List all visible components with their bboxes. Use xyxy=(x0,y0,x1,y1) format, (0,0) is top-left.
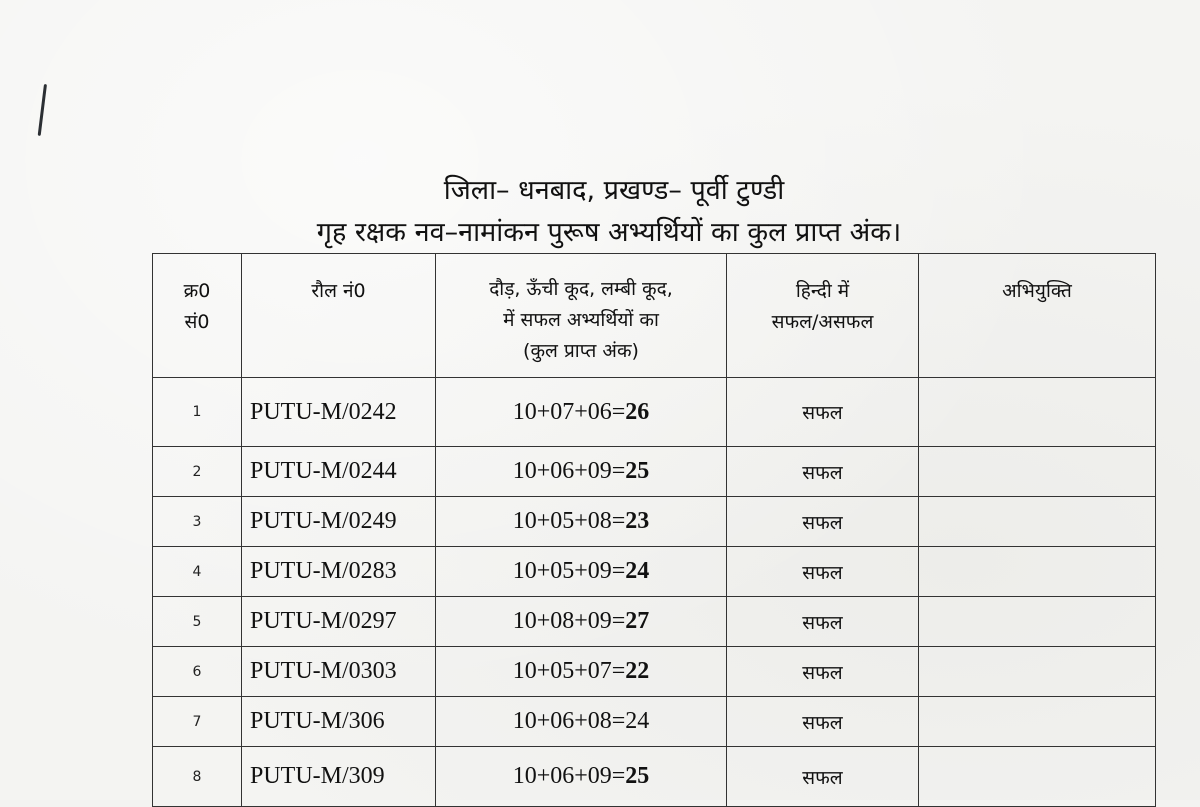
status-cell: सफल xyxy=(727,697,919,747)
header-score-line-1: दौड़, ऊँची कूद, लम्बी कूद, xyxy=(489,278,673,300)
score-cell xyxy=(436,597,727,647)
header-remarks-label: अभियुक्ति xyxy=(1002,280,1072,302)
remarks-cell xyxy=(919,547,1156,597)
score-total: 24 xyxy=(625,708,650,734)
table-row xyxy=(153,597,1156,647)
serial-number: 5 xyxy=(153,597,242,647)
table-row xyxy=(153,747,1156,807)
header-serial-line-1: क्र0 xyxy=(183,280,211,302)
header-remarks xyxy=(919,254,1156,378)
score-cell xyxy=(436,647,727,697)
score-cell xyxy=(436,447,727,497)
remarks-cell xyxy=(919,378,1156,447)
score-total: 27 xyxy=(625,608,650,634)
roll-number: PUTU-M/0244 xyxy=(242,447,436,497)
status-cell: सफल xyxy=(727,547,919,597)
roll-number: PUTU-M/0303 xyxy=(242,647,436,697)
score-total: 22 xyxy=(625,658,650,684)
score-total: 24 xyxy=(625,558,650,584)
remarks-cell xyxy=(919,747,1156,807)
score-expression: 10+08+09= xyxy=(512,608,626,634)
header-total-score xyxy=(436,254,727,378)
roll-number: PUTU-M/0242 xyxy=(242,378,436,447)
score-total: 25 xyxy=(625,763,650,789)
score-cell xyxy=(436,378,727,447)
serial-number: 6 xyxy=(153,647,242,697)
header-status-line-2: सफल/असफल xyxy=(771,311,874,333)
score-total: 25 xyxy=(625,458,650,484)
score-total: 26 xyxy=(625,398,650,425)
status-cell: सफल xyxy=(727,378,919,447)
header-status-line-1: हिन्दी में xyxy=(795,280,850,302)
score-expression: 10+06+08= xyxy=(512,708,626,734)
remarks-cell xyxy=(919,447,1156,497)
score-expression: 10+06+09= xyxy=(512,458,626,484)
header-roll-number xyxy=(242,254,436,378)
score-cell xyxy=(436,497,727,547)
status-cell: सफल xyxy=(727,597,919,647)
serial-number: 2 xyxy=(153,447,242,497)
table-row xyxy=(153,697,1156,747)
header-roll-label: रौल नं0 xyxy=(311,280,366,302)
table-row xyxy=(153,447,1156,497)
serial-number: 4 xyxy=(153,547,242,597)
results-table xyxy=(152,253,1156,807)
remarks-cell xyxy=(919,597,1156,647)
status-cell: सफल xyxy=(727,647,919,697)
remarks-cell xyxy=(919,497,1156,547)
score-expression: 10+06+09= xyxy=(512,763,626,789)
header-serial-line-2: सं0 xyxy=(184,311,210,333)
table-row xyxy=(153,647,1156,697)
score-expression: 10+05+08= xyxy=(512,508,626,534)
score-expression: 10+07+06= xyxy=(512,398,626,425)
header-status xyxy=(727,254,919,378)
score-expression: 10+05+09= xyxy=(512,558,626,584)
roll-number: PUTU-M/309 xyxy=(242,747,436,807)
roll-number: PUTU-M/0249 xyxy=(242,497,436,547)
table-row xyxy=(153,497,1156,547)
document-title-district: जिला– धनबाद, प्रखण्ड– पूर्वी टुण्डी xyxy=(443,175,785,206)
document-title-subject: गृह रक्षक नव–नामांकन पुरूष अभ्यर्थियों का कुल प्राप्त अंक। xyxy=(316,217,902,248)
score-cell xyxy=(436,747,727,807)
remarks-cell xyxy=(919,697,1156,747)
header-serial-number xyxy=(153,254,242,378)
roll-number: PUTU-M/0283 xyxy=(242,547,436,597)
roll-number: PUTU-M/0297 xyxy=(242,597,436,647)
status-cell: सफल xyxy=(727,497,919,547)
table-row xyxy=(153,378,1156,447)
serial-number: 8 xyxy=(153,747,242,807)
status-cell: सफल xyxy=(727,747,919,807)
table-row xyxy=(153,547,1156,597)
header-score-line-2: में सफल अभ्यर्थियों का xyxy=(503,309,659,331)
table-header-row xyxy=(153,254,1156,378)
score-total: 23 xyxy=(625,508,650,534)
serial-number: 3 xyxy=(153,497,242,547)
score-cell xyxy=(436,697,727,747)
score-cell xyxy=(436,547,727,597)
remarks-cell xyxy=(919,647,1156,697)
roll-number: PUTU-M/306 xyxy=(242,697,436,747)
serial-number: 1 xyxy=(153,378,242,447)
score-expression: 10+05+07= xyxy=(512,658,626,684)
status-cell: सफल xyxy=(727,447,919,497)
serial-number: 7 xyxy=(153,697,242,747)
header-score-line-3: (कुल प्राप्त अंक) xyxy=(523,340,639,362)
